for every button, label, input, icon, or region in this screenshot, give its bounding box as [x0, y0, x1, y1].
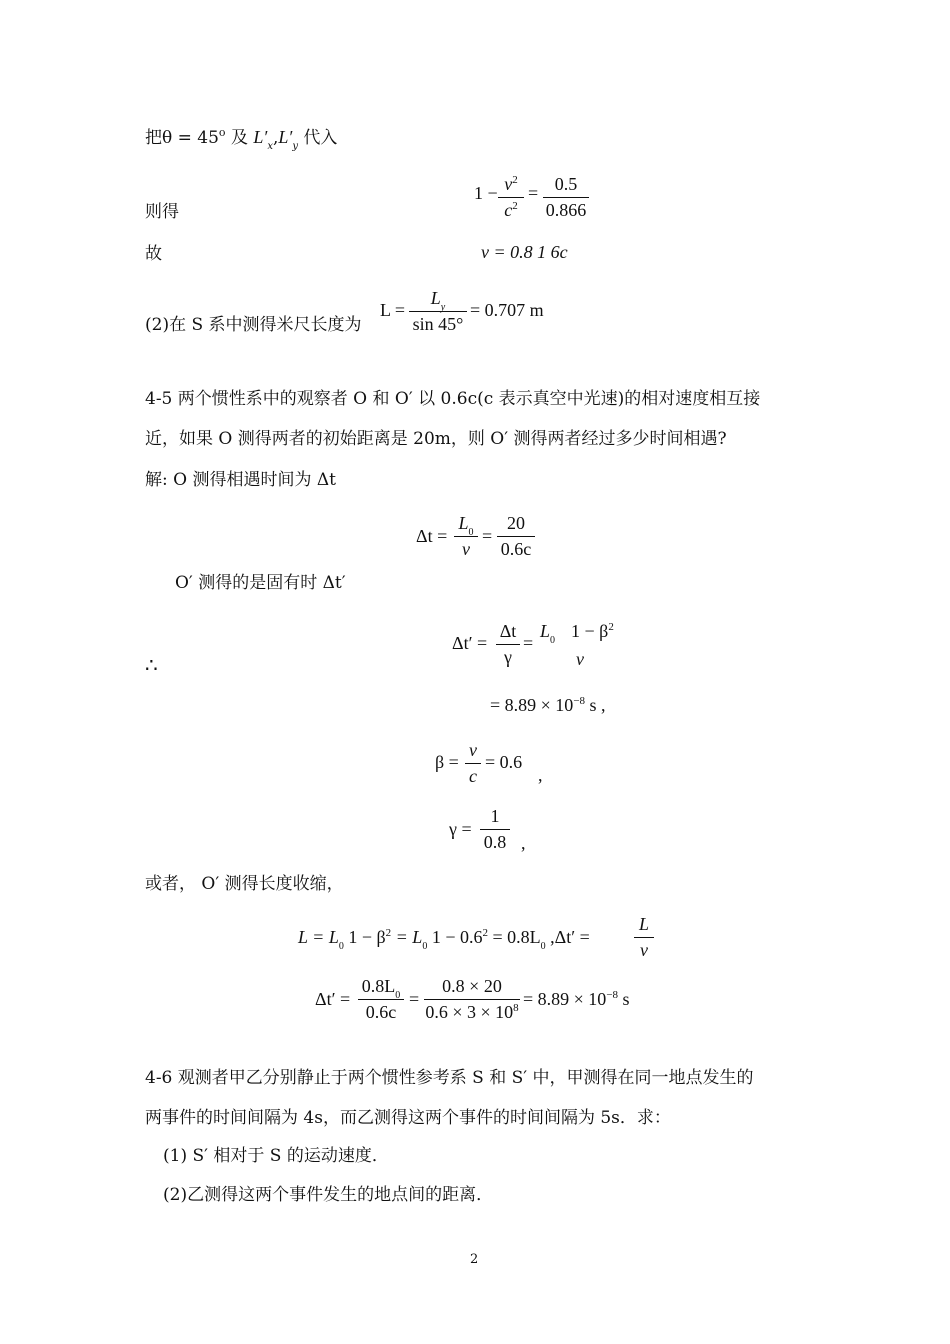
- eq4-lhs: Δt =: [416, 526, 448, 546]
- eq5-root-text: 1 − β: [571, 621, 609, 641]
- alternative-text: 或者， O′ 测得长度收缩，: [145, 874, 344, 894]
- eq6-text: = 8.89 × 10: [490, 695, 574, 715]
- eq9-d: 1 − 0.6: [427, 927, 483, 947]
- eq3-rhs: = 0.707 m: [470, 300, 544, 320]
- eq7-lhs: β =: [435, 752, 459, 772]
- eq9-e: = 0.8L: [487, 927, 541, 947]
- eq7-comma: ,: [538, 765, 543, 785]
- eq6: [490, 696, 606, 714]
- eq1-fraction: [498, 174, 524, 221]
- eq10-equals: =: [409, 989, 420, 1009]
- eq3-lhs: L =: [380, 300, 405, 320]
- eq2: v = 0.8 1 6c: [481, 242, 568, 262]
- eq1-den: c: [504, 200, 513, 220]
- eq8-den: 0.8: [483, 832, 507, 852]
- eq5-l0-symbol: L: [540, 621, 551, 641]
- eq4-fraction: [454, 513, 478, 560]
- q45-line1: 4-5 两个惯性系中的观察者 O 和 O′ 以 0.6c(c 表示真空中光速)的相对速度相互接: [145, 389, 761, 409]
- eq4-equals: =: [482, 526, 493, 546]
- and-text: 及: [225, 128, 254, 148]
- q46-item1: (1) S′ 相对于 S 的运动速度．: [163, 1146, 389, 1166]
- eq6-exp: −8: [573, 695, 586, 707]
- eq5-lhs: Δt′ =: [452, 633, 488, 653]
- eq10-den2: 0.6 × 3 × 10: [425, 1002, 514, 1022]
- eq10-rhs-text: = 8.89 × 10: [523, 989, 607, 1009]
- eq1-den-sup: 2: [512, 200, 518, 212]
- q45-solution: 解: O 测得相遇时间为 Δt: [145, 470, 336, 490]
- eq3-fraction: [409, 288, 467, 335]
- eq7-den: c: [469, 766, 477, 786]
- page-number: 2: [470, 1252, 479, 1267]
- eq9-a-sub: 0: [338, 941, 344, 952]
- eq5-den: γ: [504, 647, 512, 667]
- eq8-lhs: γ =: [449, 819, 472, 839]
- eq5-root: [571, 622, 614, 640]
- eq4-rnum: 20: [497, 513, 535, 537]
- eq1-rnum: 0.5: [543, 174, 589, 198]
- eq10-rhs-sup: −8: [606, 989, 619, 1001]
- ly-symbol: L′: [278, 127, 293, 147]
- eq9-b: 1 − β: [343, 927, 386, 947]
- eq7-rhs: = 0.6: [485, 752, 523, 772]
- eq8-comma: ,: [521, 833, 526, 853]
- eq10-unit: s: [618, 989, 630, 1009]
- eq1-rden: 0.866: [545, 200, 587, 220]
- eq4-rden: 0.6c: [500, 539, 532, 559]
- eq9-b-sup: 2: [385, 927, 392, 939]
- q45-line2: 近，如果 O 测得两者的初始距离是 20m，则 O′ 测得两者经过多少时间相遇?: [145, 429, 727, 449]
- eq10-fraction2: [424, 976, 520, 1023]
- eq5-root-sup: 2: [608, 621, 614, 633]
- eq7-num: v: [465, 740, 481, 764]
- eq10-den1: 0.6c: [365, 1002, 397, 1022]
- eq4-den: v: [462, 539, 470, 559]
- eq7-fraction: [465, 740, 481, 787]
- eq6-unit: s ,: [585, 695, 606, 715]
- eq4-rhs-fraction: [497, 513, 535, 560]
- eq10-den2-sup: 8: [513, 1002, 519, 1014]
- eq10-fraction1: [358, 976, 404, 1023]
- eq1-rhs-fraction: [543, 174, 589, 221]
- comma: ,: [272, 128, 279, 148]
- lx-symbol: L′: [253, 127, 268, 147]
- eq5-num: Δt: [496, 621, 520, 645]
- ly-subscript: y: [292, 141, 298, 152]
- eq5-l0-sub: 0: [550, 635, 556, 646]
- eq5-fraction: [496, 621, 520, 668]
- eq9-e-sub: 0: [540, 941, 546, 952]
- degree-mark: o: [218, 126, 226, 139]
- eq4-num-sub: 0: [468, 527, 474, 538]
- eq9: [298, 927, 590, 952]
- eq8-num: 1: [480, 806, 510, 830]
- eq10-num1: 0.8L: [361, 976, 396, 996]
- q46-item2: (2)乙测得这两个事件发生的地点间的距离．: [163, 1185, 494, 1205]
- eq5-equals: =: [523, 633, 534, 653]
- eq3-den: sin 45°: [412, 314, 464, 334]
- eq1-lhs: 1 −: [474, 183, 498, 203]
- therefore-symbol: ∴: [145, 653, 158, 677]
- q46-line2: 两事件的时间间隔为 4s，而乙测得这两个事件的时间间隔为 5s．求：: [145, 1108, 671, 1128]
- proper-time-text: O′ 测得的是固有时 Δt′: [175, 573, 346, 593]
- eq10-num2: 0.8 × 20: [424, 976, 520, 1000]
- eq9-num: L: [634, 914, 654, 938]
- eq1-num: v: [504, 174, 513, 194]
- part2-text: (2)在 S 系中测得米尺长度为: [145, 315, 362, 335]
- eq5-v: v: [576, 649, 584, 669]
- eq9-c-sub: 0: [422, 941, 428, 952]
- eq10-rhs: [523, 990, 630, 1008]
- eq9-f: ,Δt′ =: [545, 927, 590, 947]
- therefore-label: 故: [145, 244, 162, 264]
- q46-line1: 4-6 观测者甲乙分别静止于两个惯性参考系 S 和 S′ 中，甲测得在同一地点发生的: [145, 1068, 754, 1088]
- eq5-l0: [540, 621, 556, 646]
- eq9-d-sup: 2: [482, 927, 488, 939]
- eq1-num-sup: 2: [512, 174, 518, 186]
- eq4-num: L: [458, 513, 469, 533]
- then-label: 则得: [145, 202, 179, 222]
- eq9-c: = L: [391, 927, 423, 947]
- eq1-equals: =: [528, 183, 539, 203]
- theta-text: 把θ = 45: [145, 128, 219, 148]
- substitution-line: [145, 126, 338, 152]
- eq9-fraction: [634, 914, 654, 961]
- eq3-num-sub: y: [440, 302, 446, 313]
- eq10-num1-sub: 0: [395, 990, 401, 1001]
- eq10-lhs: Δt′ =: [315, 989, 351, 1009]
- eq3-num: L: [430, 288, 441, 308]
- eq8-fraction: [480, 806, 510, 853]
- eq9-den: v: [640, 940, 648, 960]
- eq9-a: L = L: [298, 927, 339, 947]
- substitute-text: 代入: [297, 128, 338, 148]
- lx-subscript: x: [267, 141, 273, 152]
